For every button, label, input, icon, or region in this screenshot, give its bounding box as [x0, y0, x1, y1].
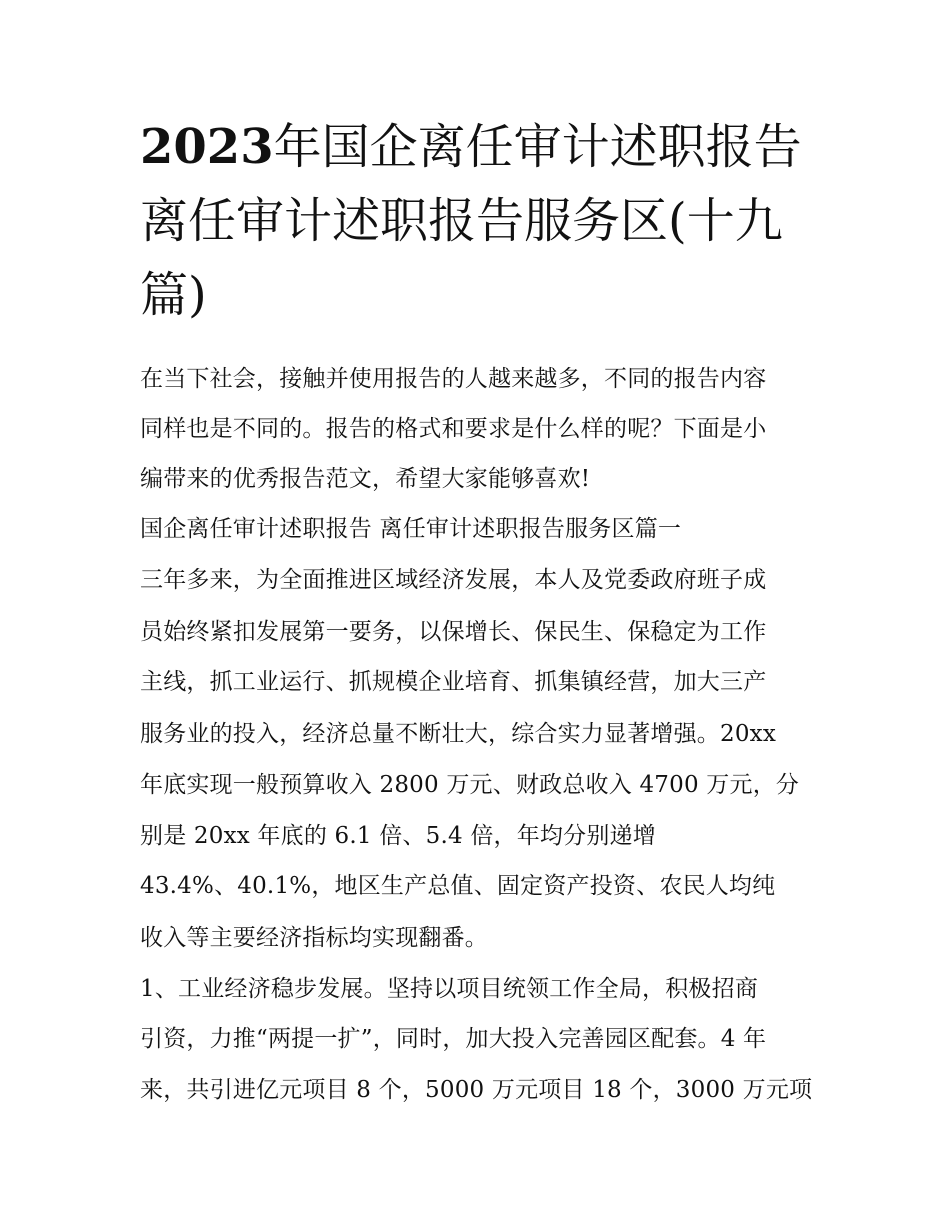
section-heading: 国企离任审计述职报告 离任审计述职报告服务区篇一 [140, 516, 682, 542]
body-line-14: 引资，力推“两提一扩”，同时，加大投入完善园区配套。4 年 [140, 1026, 767, 1052]
body-line-9: 年底实现一般预算收入 2800 万元、财政总收入 4700 万元，分 [140, 772, 800, 798]
body-line-3: 编带来的优秀报告范文，希望大家能够喜欢! [140, 466, 591, 492]
title-text-1: 年国企离任审计述职报告 [273, 119, 802, 175]
body-line-11: 43.4%、40.1%，地区生产总值、固定资产投资、农民人均纯 [140, 873, 776, 899]
body-line-12: 收入等主要经济指标均实现翻番。 [140, 925, 488, 951]
body-line-13: 1、工业经济稳步发展。坚持以项目统领工作全局，积极招商 [140, 976, 759, 1002]
body-line-15: 来，共引进亿元项目 8 个，5000 万元项目 18 个，3000 万元项 [140, 1077, 813, 1103]
title-year: 2023 [140, 119, 274, 175]
body-line-10: 别是 20xx 年底的 6.1 倍、5.4 倍，年均分别递增 [140, 823, 656, 849]
document-title-line-2: 离任审计述职报告服务区(十九 [140, 193, 783, 249]
document-title-line-3: 篇) [140, 267, 207, 323]
body-line-7: 主线，抓工业运行、抓规模企业培育、抓集镇经营，加大三产 [140, 669, 767, 695]
body-line-1: 在当下社会，接触并使用报告的人越来越多，不同的报告内容 [140, 366, 767, 392]
body-line-2: 同样也是不同的。报告的格式和要求是什么样的呢？下面是小 [140, 416, 767, 442]
body-line-8: 服务业的投入，经济总量不断壮大，综合实力显著增强。20xx [140, 721, 777, 747]
body-line-6: 员始终紧扣发展第一要务，以保增长、保民生、保稳定为工作 [140, 619, 767, 645]
document-title-line-1 [140, 110, 820, 184]
body-line-5: 三年多来，为全面推进区域经济发展，本人及党委政府班子成 [140, 567, 767, 593]
